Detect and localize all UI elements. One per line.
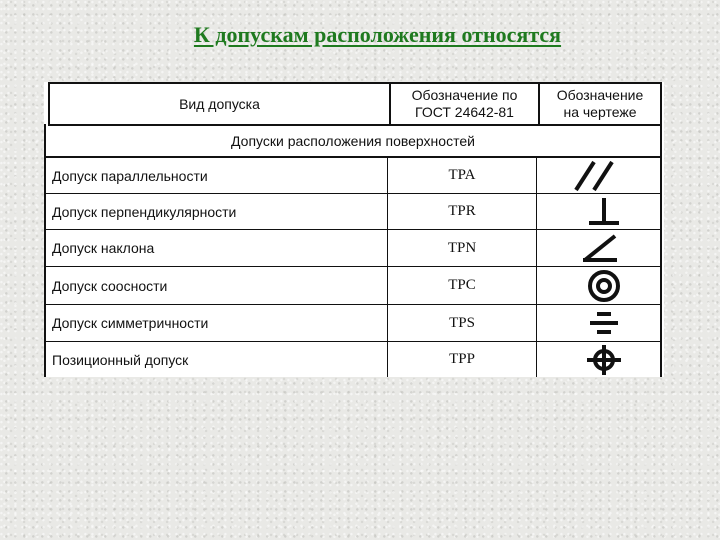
title-container xyxy=(140,22,615,52)
header-drawing-line2: на чертеже xyxy=(563,104,637,120)
header-drawing-line1: Обозначение xyxy=(556,87,644,103)
tolerance-name: Позиционный допуск xyxy=(52,351,189,368)
tolerance-table xyxy=(44,82,664,377)
tolerance-name: Допуск перпендикулярности xyxy=(52,203,237,220)
tolerance-code: TPP xyxy=(449,351,475,367)
table-border xyxy=(660,82,662,124)
header-gost-line1: Обозначение по xyxy=(411,87,518,103)
tolerance-code: TPC xyxy=(448,277,476,293)
slide-title: К допускам расположения относятся xyxy=(193,22,562,47)
perpendicularity-icon xyxy=(587,196,621,228)
tolerance-name: Допуск соосности xyxy=(52,277,168,294)
header-gost-line2: ГОСТ 24642-81 xyxy=(415,104,514,120)
symmetry-icon xyxy=(587,307,621,339)
header-drawing xyxy=(540,84,660,124)
position-icon xyxy=(585,344,623,376)
angularity-icon xyxy=(581,232,621,264)
tolerance-name: Допуск параллельности xyxy=(52,167,208,184)
table-border xyxy=(44,124,46,377)
header-gost xyxy=(391,84,538,124)
tolerance-code: TPN xyxy=(447,239,477,256)
tolerance-name: Допуск симметричности xyxy=(52,315,209,331)
header-type: Вид допуска xyxy=(179,96,260,112)
tolerance-name: Допуск наклона xyxy=(52,240,155,256)
tolerance-code: TPR xyxy=(448,203,476,219)
parallelism-icon xyxy=(572,160,622,192)
table-border xyxy=(660,124,662,377)
section-heading: Допуски расположения поверхностей xyxy=(231,133,475,149)
tolerance-code: TPA xyxy=(448,167,476,183)
concentricity-icon xyxy=(587,269,621,303)
table-border xyxy=(536,156,537,377)
tolerance-code: TPS xyxy=(449,314,475,331)
